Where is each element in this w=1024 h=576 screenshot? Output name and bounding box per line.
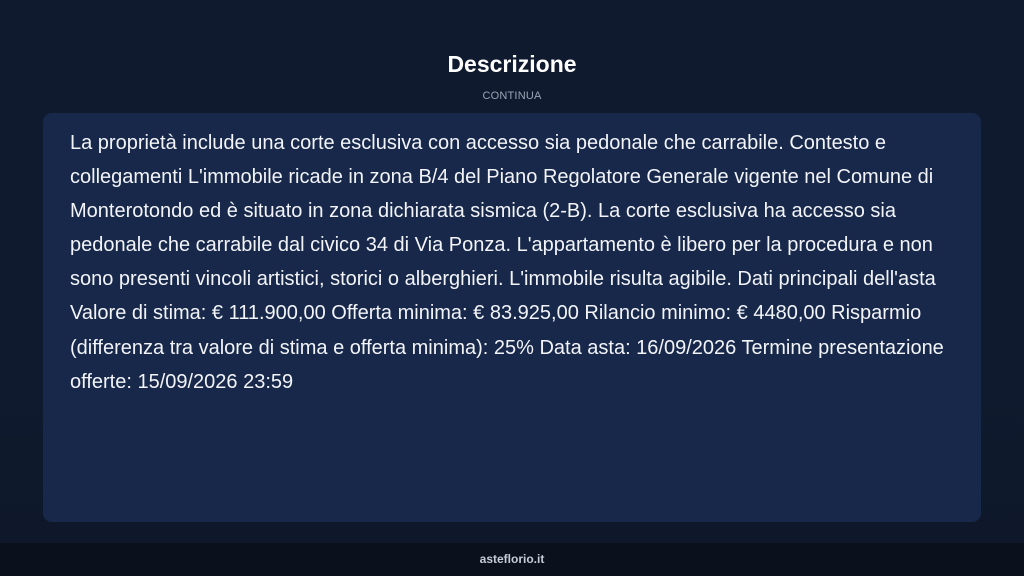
footer-site-name: asteflorio.it	[479, 552, 545, 566]
description-text: La proprietà include una corte esclusiva con accesso sia pedonale che carrabile. Contesto e collegamenti L'immobile ricade in zona B/4 del Piano Regolatore Generale vigente nel Comune di Monterotondo ed è situato in zona dichiarata sismica (2-B). La corte esclusiva ha accesso sia pedonale che carrabile dal civico 34 di Via Ponza. L'appartamento è libero per la procedura e non sono presenti vincoli artistici, storici o alberghieri. L'immobile risulta agibile. Dati principali dell'asta Valore di stima: € 111.900,00 Offerta minima: € 83.925,00 Rilancio minimo: € 4480,00 Risparmio (differenza tra valore di stima e offerta minima): 25% Data asta: 16/09/2026 Termine presentazione offerte: 15/09/2026 23:59	[70, 132, 944, 393]
page-title: Descrizione	[447, 51, 577, 77]
description-card	[43, 113, 981, 522]
continued-label: CONTINUA	[482, 90, 542, 102]
